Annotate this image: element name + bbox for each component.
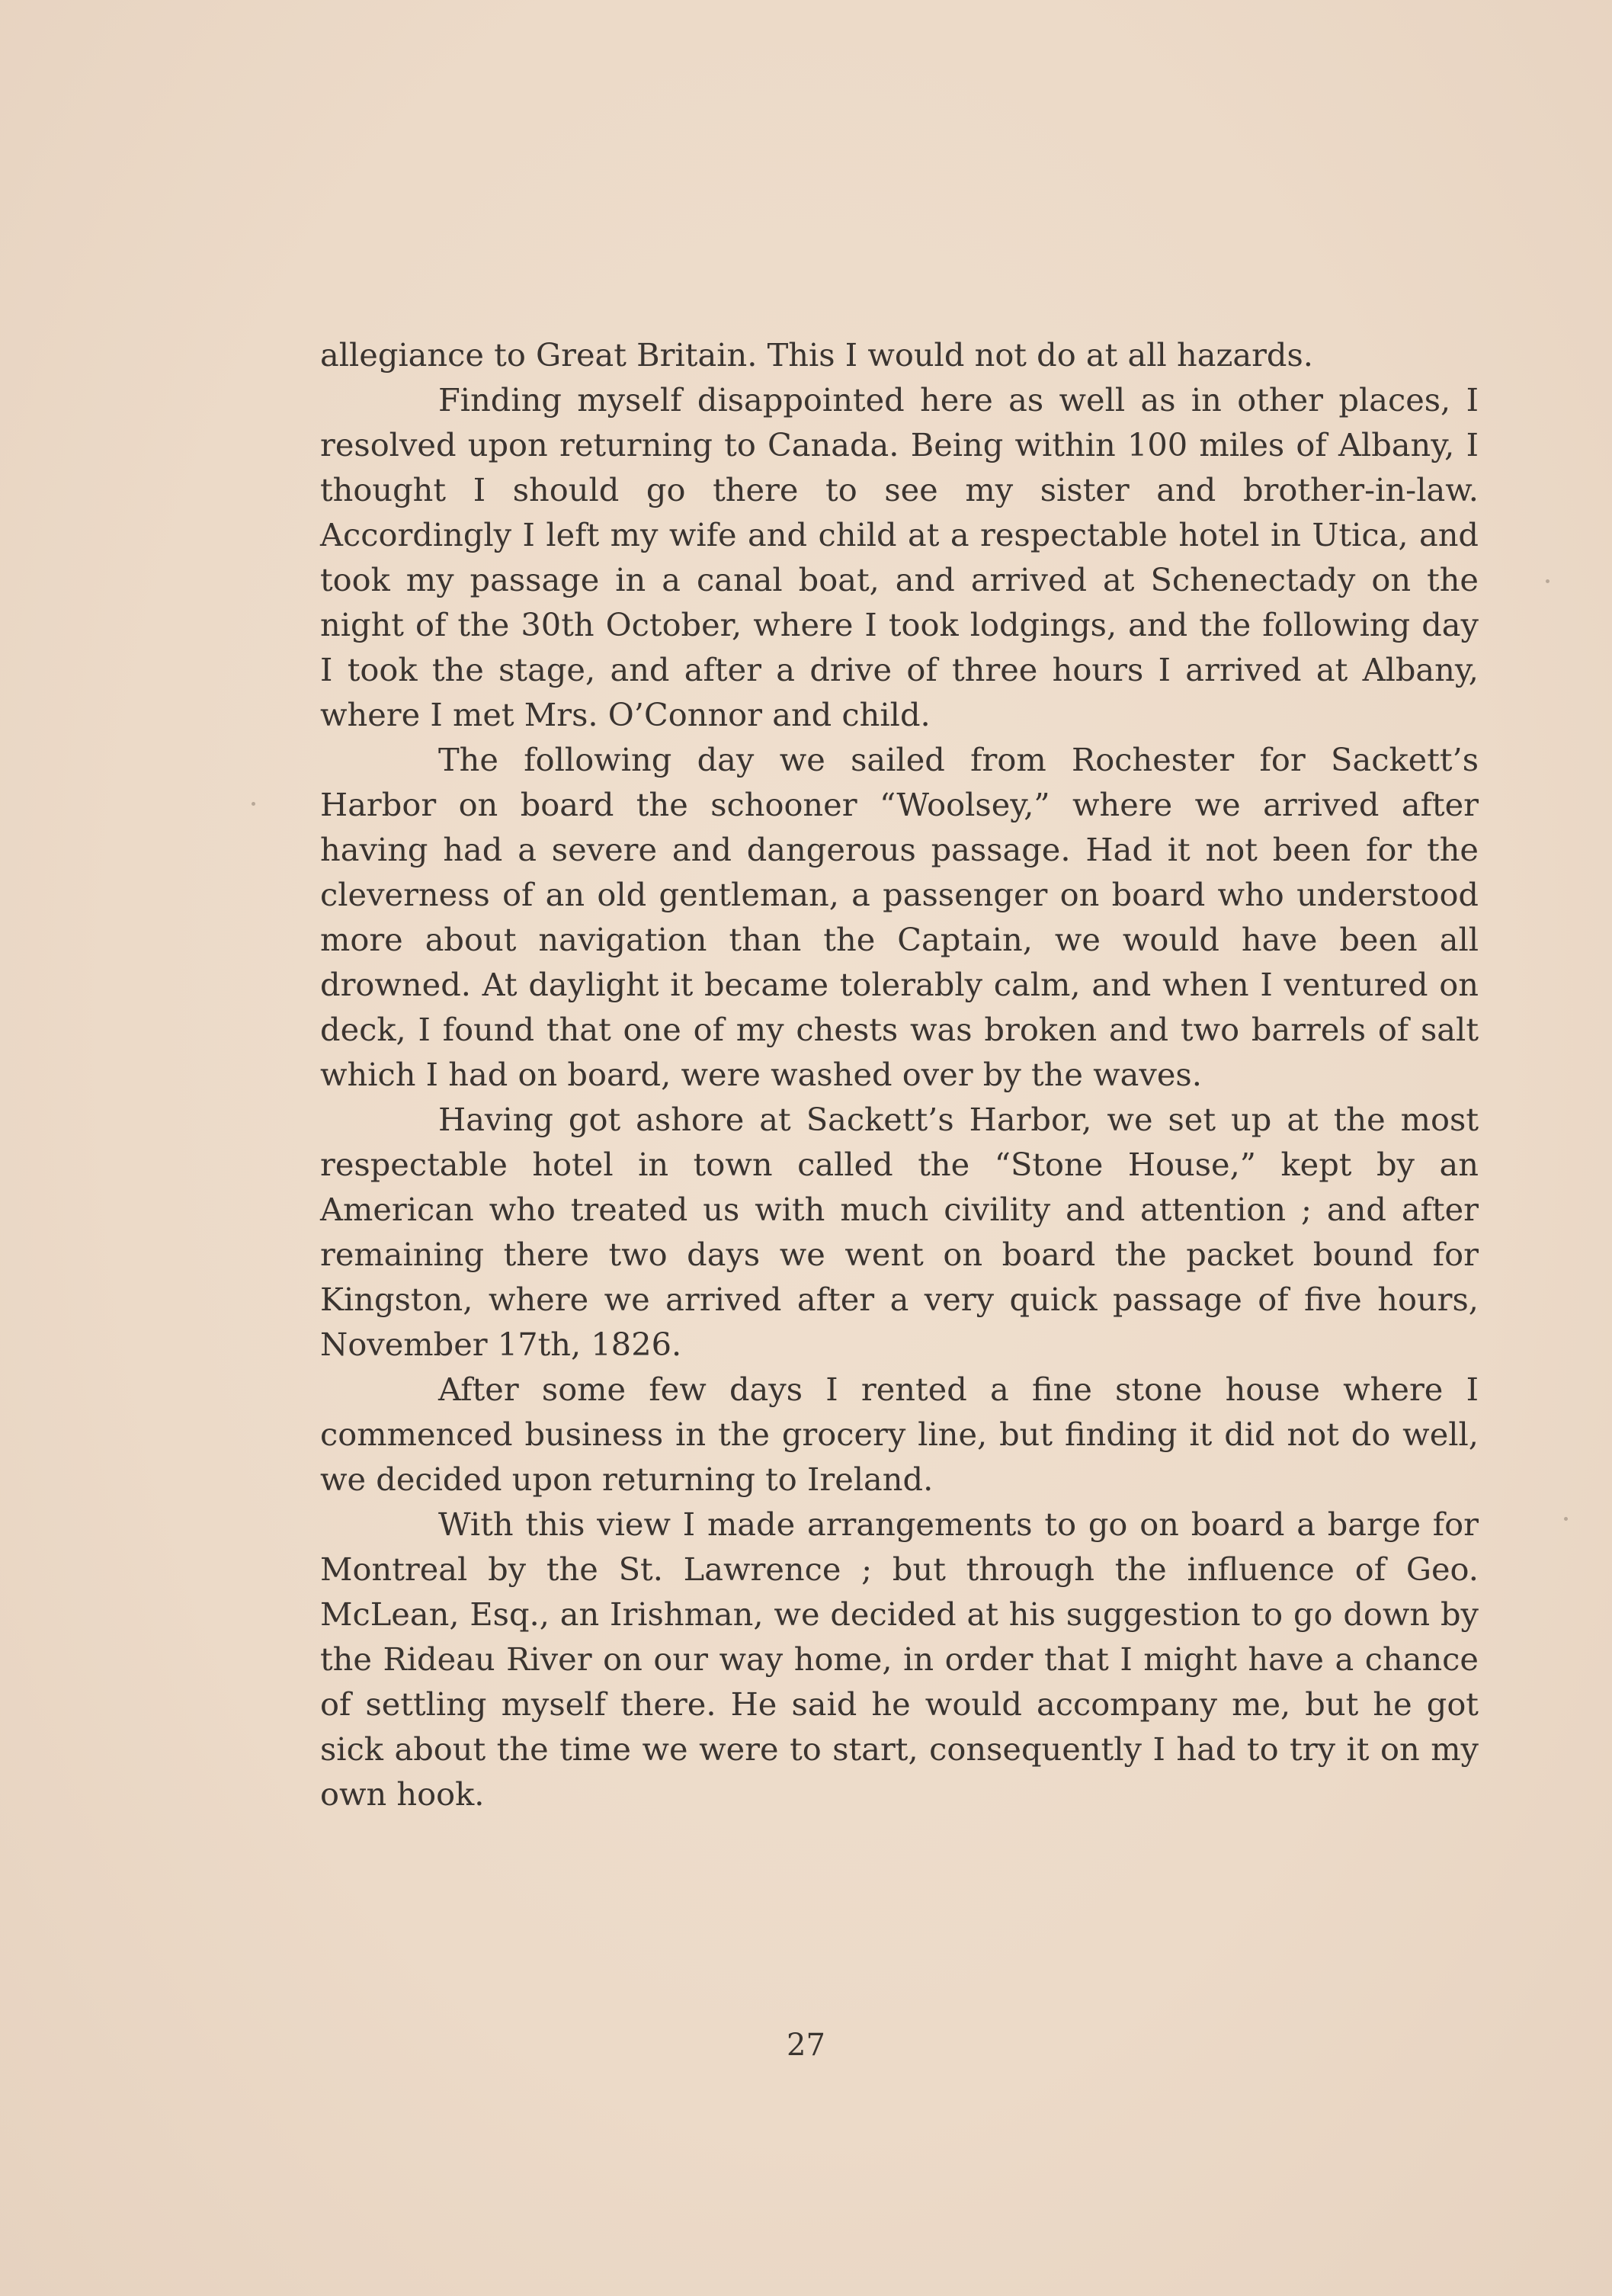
- paragraph-4: Having got ashore at Sackett’s Harbor, we set up at the most respectable hotel in town called the “Stone House,” kept by an American who treated us with much civility and attention ; and after remaining there two days we went on board the packet bound for Kingston, where we arrived after a very quick passage of five hours, November 17th, 1826.: [320, 1101, 1479, 1363]
- paper-speck: [1564, 1517, 1568, 1521]
- paragraph-1: allegiance to Great Britain. This I would not do at all hazards.: [320, 336, 1313, 374]
- paper-speck: [252, 802, 255, 806]
- paragraph-2: Finding myself disappointed here as well as in other places, I resolved upon returning to Canada. Being within 100 miles of Albany, I thought I should go there to see my sister and brother-in-law. Accordingly I left my wife and child at a respectable hotel in Utica, and took my passage in a canal boat, and arrived at Schenectady on the night of the 30th October, where I took lodgings, and the following day I took the stage, and after a drive of three hours I arrived at Albany, where I met Mrs. O’Connor and child.: [320, 381, 1479, 733]
- body-text: [320, 332, 1479, 1817]
- page-number: 27: [787, 2028, 825, 2063]
- paragraph-3: The following day we sailed from Rochester for Sackett’s Harbor on board the schooner “Woolsey,” where we arrived after having had a severe and dangerous passage. Had it not been for the cleverness of an old gentleman, a passenger on board who understood more about navigation than the Captain, we would have been all drowned. At daylight it became tolerably calm, and when I ventured on deck, I found that one of my chests was broken and two barrels of salt which I had on board, were washed over by the waves.: [320, 741, 1479, 1093]
- paper-speck: [1546, 579, 1550, 583]
- paragraph-6: With this view I made arrangements to go on board a barge for Montreal by the St. Lawrence ; but through the influence of Geo. McLean, Esq., an Irishman, we decided at his suggestion to go down by the Rideau River on our way home, in order that I might have a chance of settling myself there. He said he would accompany me, but he got sick about the time we were to start, consequently I had to try it on my own hook.: [320, 1506, 1479, 1813]
- paragraph-5: After some few days I rented a fine stone house where I commenced business in the grocery line, but finding it did not do well, we decided upon returning to Ireland.: [320, 1371, 1479, 1498]
